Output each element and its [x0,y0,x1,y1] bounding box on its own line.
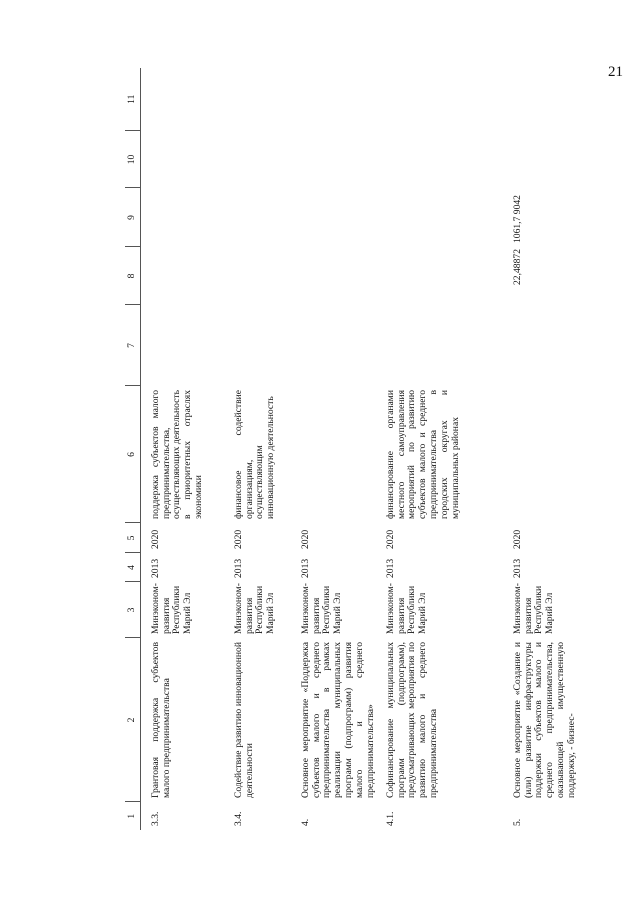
cell-col9 [140,188,229,247]
expected-result [508,386,578,523]
table-row [140,68,229,830]
table-row [296,68,381,830]
cell-col7 [229,305,296,386]
column-header: 10 [125,131,140,188]
column-header: 4 [125,553,140,582]
row-number: 5. [511,818,523,826]
cell-col7 [381,305,508,386]
cell-col10 [140,131,229,188]
cell-col7 [296,305,381,386]
cell-col8: 22,48872 [511,249,523,285]
cell-col8 [140,247,229,305]
activity-name: Софинансирование муниципальных программ (подпрограмм), предусматривающих мероприятия по развитию малого и среднего предпринимательства [384,642,440,798]
cell-col11 [140,68,229,131]
cell-col11 [508,68,578,131]
column-header: 1 [125,802,140,830]
cell-col8 [296,247,381,305]
row-number: 4.1. [384,811,396,826]
executor: Минэконом-развития Республики Марий Эл [384,583,429,634]
start-year: 2013 [149,558,161,578]
table-row [508,68,578,830]
end-year: 2020 [299,529,311,549]
cell-col8 [381,247,508,305]
rotated-table-container [125,68,577,830]
cell-col9 [229,188,296,247]
cell-col7 [140,305,229,386]
header-row [125,68,140,830]
activity-name: Грантовая поддержка субъектов малого предпринимательства [149,642,172,798]
end-year: 2020 [232,529,244,549]
end-year: 2020 [511,529,523,549]
cell-col9 [296,188,381,247]
start-year: 2013 [299,558,311,578]
column-header: 3 [125,582,140,638]
activity-name: Содействие развитию инновационной деятельности [232,642,255,798]
start-year: 2013 [511,558,523,578]
cell-col10 [508,131,578,188]
row-number: 3.3. [149,811,161,826]
column-header: 7 [125,305,140,386]
cell-col8 [229,247,296,305]
cell-col11 [296,68,381,131]
column-header: 9 [125,188,140,247]
expected-result: финансовое содействие организациям, осуществляющим инновационную деятельность [232,390,277,519]
executor: Минэконом-развития Республики Марий Эл [511,583,556,634]
expected-result [296,386,381,523]
end-year: 2020 [149,529,161,549]
row-number: 3.4. [232,811,244,826]
activity-name: Основное мероприятие «Поддержка субъектов малого и среднего предпринимательства в рамках реализации муниципальных программ (подпрограмм) развития малого и среднего предпринимательства» [299,642,376,798]
table-row [381,68,508,830]
page-number: 21 [608,64,623,80]
cell-col10 [296,131,381,188]
executor: Минэконом-развития Республики Марий Эл [299,583,344,634]
column-header: 8 [125,247,140,305]
program-activities-table [125,68,578,830]
start-year: 2013 [384,558,396,578]
executor: Минэконом-развития Республики Марий Эл [149,583,194,634]
column-header: 6 [125,386,140,523]
start-year: 2013 [232,558,244,578]
cell-col10 [229,131,296,188]
cell-col10 [381,131,508,188]
end-year: 2020 [384,529,396,549]
cell-col11 [229,68,296,131]
column-header: 11 [125,68,140,131]
column-header: 5 [125,523,140,553]
activity-name: Основное мероприятие «Создание и (или) развитие инфраструктуры поддержки субъектов малого и среднего предпринимательства, оказывающей имущественную поддержку, - бизнес- [511,642,577,798]
cell-col7 [508,305,578,386]
cell-col9: 1061,7 9042 [511,195,523,243]
row-number: 4. [299,818,311,826]
column-header: 2 [125,638,140,802]
cell-col11 [381,68,508,131]
cell-col9 [381,188,508,247]
table-row [229,68,296,830]
executor: Минэконом-развития Республики Марий Эл [232,583,277,634]
expected-result: поддержка субъектов малого предпринимательства, осуществляющих деятельность в приоритетных отраслях экономики [149,390,205,519]
expected-result: финансирование органами местного самоуправления мероприятий по развитию субъектов малого и среднего предпринимательства в городских округах и муниципальных районах [384,390,461,519]
